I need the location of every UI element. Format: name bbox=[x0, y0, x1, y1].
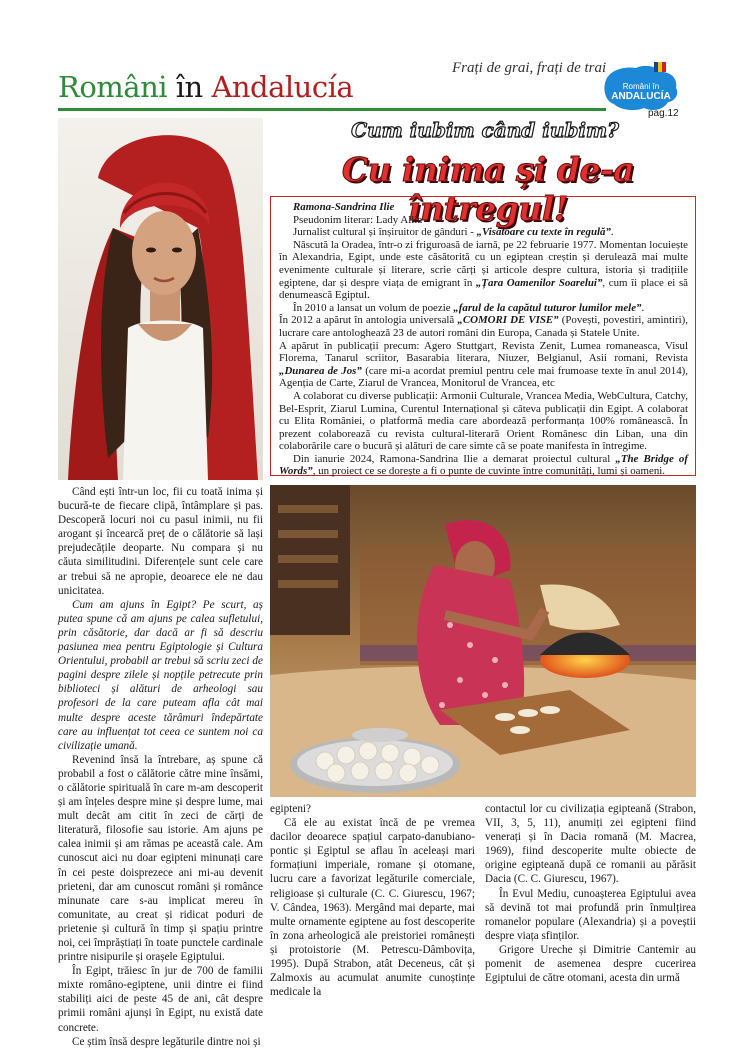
article-column-middle bbox=[270, 802, 475, 999]
bio-paragraph: Născută la Oradea, într-o zi friguroasă de iarnă, pe 22 februarie 1977. Momentan locuiește în Alexandria, Egipt, unde este căsătorită cu un egiptean creștin și derulează mai multe evenimente culturale și literare, scrie cărți și articole despre cultura, istoria și tradițiile egiptene, dar și despre viața de emigrant în „Țara Oamenilor Soarelui”, cum îi place ei să denumească Egiptul. bbox=[279, 238, 689, 302]
article-paragraph: În Evul Mediu, cunoașterea Egiptului avea să devină tot mai profundă prin înmulțirea romanelor populare (Alexandria) și a poveștii despre viața sfinților. bbox=[485, 887, 696, 942]
article-column-left bbox=[58, 485, 263, 1049]
article-kicker: Cum iubim când iubim? bbox=[351, 118, 619, 142]
author-pseudonym: Pseudonim literar: Lady Allia bbox=[293, 213, 423, 226]
logo-line1: Români în bbox=[622, 82, 660, 91]
article-paragraph: Revenind însă la întrebare, aș spune că probabil a fost o călătorie către mine însămi, o călătorie spirituală în care m-am descoperit și am înțeles despre mine și despre lume, mai mult decât am citit în zeci de cărți de literatură, filosofie sau istorie. Am ajuns pe calea inimii și am rămas pe această cale. Am cunoscut aici nu doar egipteni minunați care în cei peste doisprezece ani mi-au devenit prieteni, dar am cunoscut români și românce minunate care s-au implicat mereu în comunitate, au creat și ridicat poduri de prietenie și cultură în timp și spațiu printre noi, cei împrăștiați în toate punctele cardinale printre nisipurile și orașele Egiptului. bbox=[58, 753, 263, 964]
masthead bbox=[58, 70, 353, 104]
bio-paragraph: A apărut în publicații precum: Agero Stuttgart, Revista Zenit, Lumea romaneasca, Visul Florema, Tanarul scriitor, Basarabia literara, Niuzer, Belgianul, Asii romani, Revista „Dunarea de Jos” (care mi-a acordat premiul pentru cele mai frumoase texte în anul 2014), Agenția de Carte, Ziarul de Vrancea, Monitorul de Vrancea, etc bbox=[279, 339, 688, 390]
page-number: pag.12 bbox=[648, 108, 679, 119]
article-paragraph: Că ele au existat încă de pe vremea dacilor deoarece spațiul carpato-danubiano-pontic și Egiptul se aflau în aceleași mari formațiuni imperiale, romane și otomane, lucru care a favorizat legăturile comerciale, religioase și culturale (C. C. Giurescu, 1967; V. Cândea, 1963). Mergând mai departe, mai multe ornamente egiptene au fost descoperite în zona arheologică ale preistoriei românești și protoistorie (M. Petrescu-Dâmbovița, 1995). După Strabon, atât Deceneus, cât și Zalmoxis au acumulat anumite cunoștințe medicale la bbox=[270, 817, 475, 999]
masthead-word-andalucia: Andalucía bbox=[211, 70, 354, 104]
bio-paragraph: În 2012 a apărut în antologia universală „COMORI DE VISE” (Povești, povestiri, amintiri), lucrare care antologhează 23 de autori români din Europa, Canada și Statele Unite. bbox=[279, 314, 688, 339]
bio-paragraph: În 2010 a lansat un volum de poezie „farul de la capătul tuturor lumilor mele”. bbox=[293, 301, 645, 314]
article-paragraph: Când ești într-un loc, fii cu toată inima și bucură-te de fiecare clipă, întâmplare și pas. Descoperă locuri noi cu pasul inimii, nu fii arogant și încearcă preț de o călătorie să lași prejudecățile deoparte. Nu compara și nu căuta similitudini. Diferențele sunt cele care ar trebui să ne apropie, deoarece ele ne dau unicitatea. bbox=[58, 486, 263, 597]
article-paragraph: Grigore Ureche și Dimitrie Cantemir au pomenit de asemenea despre cucerirea Egiptului de către otomani, acesta din urmă bbox=[485, 943, 696, 985]
slogan: Frați de grai, frați de trai bbox=[452, 60, 607, 76]
author-bio-box bbox=[270, 196, 696, 476]
portrait-photo bbox=[58, 118, 263, 480]
article-title: Cu inima și de-a întregul! bbox=[341, 150, 635, 228]
article-column-right bbox=[485, 802, 696, 985]
article-paragraph-italic: Cum am ajuns în Egipt? Pe scurt, aș putea spune că am ajuns pe calea sufletului, prin căsătorie, dar dacă ar fi să descriu pasiunea mea pentru Egiptologie și Cultura Orientului, probabil ar trebui să scriu zeci de pagini despre zilele și nopțile petrecute prin biblioteci și alături de arheologi sau profesori de la care puteam afla cât mai multe despre aceste tărâmuri îndepărtate care au influențat tot ceea ce suntem noi ca civilizație umană. bbox=[58, 598, 263, 752]
bio-paragraph: Din ianurie 2024, Ramona-Sandrina Ilie a demarat proiectul cultural „The Bridge of Words”, un proiect ce se dorește a fi o punte de cuvinte între comunități, lumi și oameni. bbox=[279, 452, 688, 478]
bio-paragraph: Jurnalist cultural și înșiruitor de gânduri - „Visătoare cu texte în regulă”. bbox=[293, 226, 614, 239]
masthead-word-in: în bbox=[175, 70, 203, 104]
masthead-word-romani: Români bbox=[58, 70, 168, 104]
bio-paragraph: A colaborat cu diverse publicații: Armonii Culturale, Vrancea Media, WebCultura, Catchy, Bel-Esprit, Ziarul Lumina, Curentul Internațional și câteva publicații din Egipt. A colaborat cu Elita României, o platformă media care abordează performanța 100% românească. În prezent colaborează cu revista cultural-literară Orient Românesc din Liban, una din colaborările care o bucură și alături de care simte că se poate manifesta în întregime. bbox=[279, 389, 688, 453]
article-paragraph: Ce știm însă despre legăturile dintre noi și bbox=[72, 1035, 261, 1048]
masthead-rule bbox=[58, 108, 606, 111]
article-paragraph: egipteni? bbox=[270, 803, 312, 815]
article-paragraph: În Egipt, trăiesc în jur de 700 de familii mixte româno-egiptene, unii dintre ei fiind stabiliți aici de peste 45 de ani, cât despre primii români ajunși în Egipt, nu există date concrete. bbox=[58, 965, 263, 1034]
bread-baking-photo bbox=[270, 485, 696, 797]
article-paragraph: contactul lor cu civilizația egipteană (Strabon, VII, 3, 5, 11), anumiți zei egipteni fiind venerați și în Dacia romană (M. Macrea, 1969), fiind descoperite multe obiecte de origine egipteană după ce romanii au părăsit Dacia (C. C. Giurescu, 1967). bbox=[485, 803, 696, 886]
logo-line2: ANDALUCÍA bbox=[611, 91, 671, 102]
author-name: Ramona-Sandrina Ilie bbox=[293, 201, 395, 213]
